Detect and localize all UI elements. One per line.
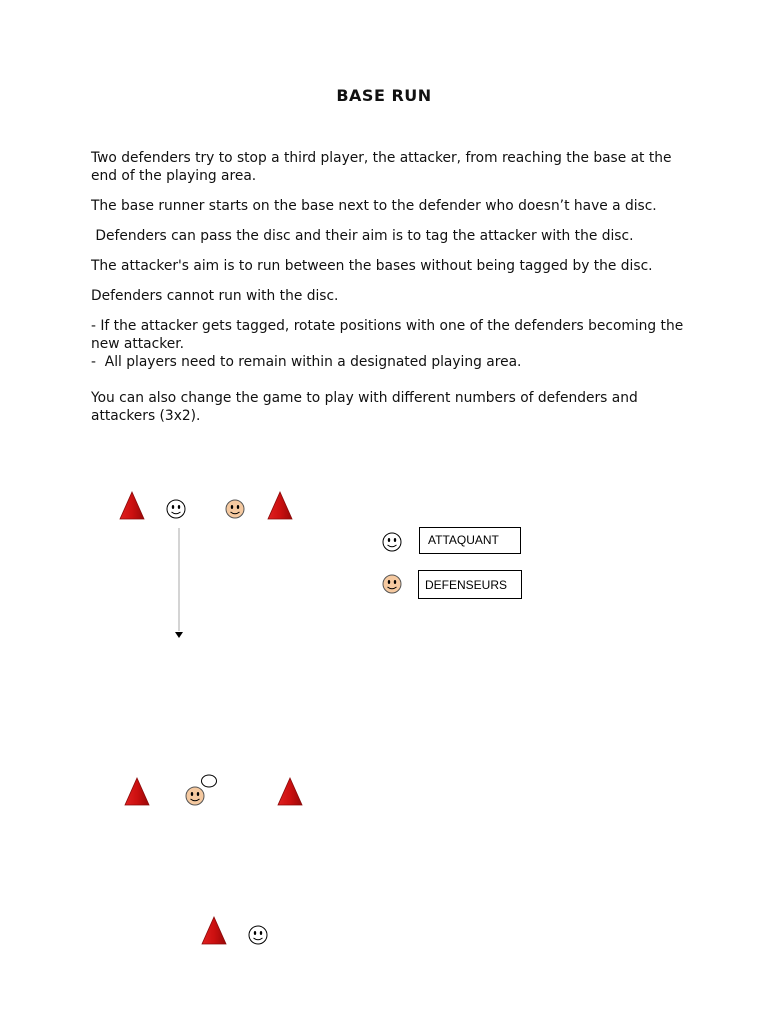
- defender-smiley-icon: [226, 500, 244, 518]
- legend-attacker-icon: [383, 533, 401, 551]
- attacker-smiley-icon: [249, 926, 267, 944]
- red-cone-icon: [120, 492, 144, 519]
- red-cone-icon: [202, 917, 226, 944]
- red-cone-icon: [125, 778, 149, 805]
- defender-smiley-icon: [186, 787, 204, 805]
- disc-icon: [202, 775, 217, 787]
- paragraph-attacker-aim: The attacker's aim is to run between the bases without being tagged by the disc.: [91, 258, 653, 274]
- red-cone-icon: [278, 778, 302, 805]
- paragraph-variation: You can also change the game to play with different numbers of defenders and attackers (3x2).: [91, 390, 638, 424]
- paragraph-rotate: - If the attacker gets tagged, rotate positions with one of the defenders becoming the new attacker.: [91, 318, 684, 352]
- red-cone-icon: [268, 492, 292, 519]
- attacker-smiley-icon: [167, 500, 185, 518]
- legend-defender-icon: [383, 575, 401, 593]
- legend-defender-label: DEFENSEURS: [418, 570, 522, 599]
- paragraph-defender-aim: Defenders can pass the disc and their aim is to tag the attacker with the disc.: [91, 228, 634, 244]
- paragraph-intro: Two defenders try to stop a third player, the attacker, from reaching the base at the end of the playing area.: [91, 150, 672, 184]
- paragraph-playing-area: - All players need to remain within a designated playing area.: [91, 354, 522, 370]
- rules-text: [91, 149, 691, 437]
- paragraph-no-running: Defenders cannot run with the disc.: [91, 288, 339, 304]
- run-arrow: [175, 528, 183, 638]
- page-title: BASE RUN: [336, 86, 432, 105]
- legend-attacker-label: ATTAQUANT: [419, 527, 521, 554]
- paragraph-start-position: The base runner starts on the base next to the defender who doesn’t have a disc.: [91, 198, 657, 214]
